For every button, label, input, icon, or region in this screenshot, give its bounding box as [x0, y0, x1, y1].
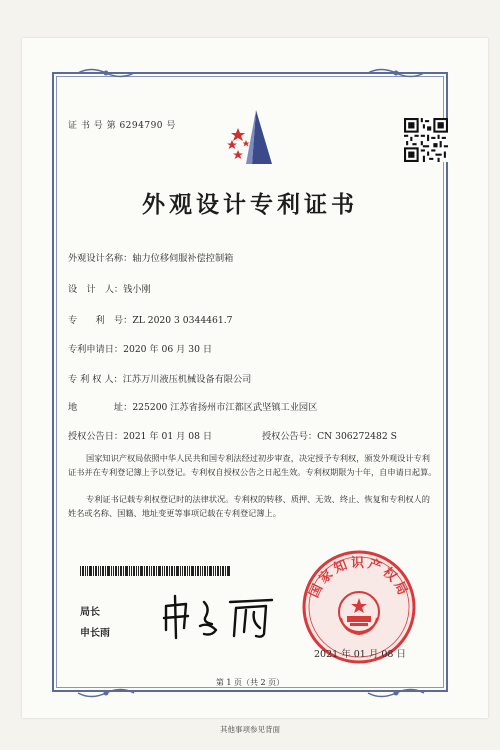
field-grant-number [262, 428, 397, 442]
field-design-name [68, 250, 233, 264]
certificate-title: 外观设计专利证书 [142, 191, 358, 218]
seal-text: 国家知识产权局 [306, 556, 412, 601]
field-label: 地 址： [68, 402, 133, 413]
director-title: 局长 [80, 607, 100, 618]
footer-note: 其他事项参见背面 [220, 725, 280, 734]
field-grant-date [68, 428, 212, 442]
field-application-date [68, 341, 212, 355]
field-label: 授权公告号： [262, 431, 318, 442]
qr-code-icon [404, 118, 448, 162]
field-patent-number [68, 312, 232, 326]
field-value: CN 306272482 S [317, 431, 397, 442]
page-number: 第 1 页（共 2 页） [215, 678, 285, 687]
corner-ornament-bottom-right [366, 686, 426, 700]
field-value: 江苏万川液压机械设备有限公司 [122, 374, 252, 385]
certificate-body-paragraph-2: 专利证书记载专利权登记时的法律状况。专利权的转移、质押、无效、终止、恢复和专利权人的姓名或名称、国籍、地址变更等事项记载在专利登记簿上。 [68, 494, 430, 518]
field-designer [68, 281, 151, 295]
corner-ornament-bottom-left [76, 686, 136, 700]
barcode-icon [80, 566, 230, 576]
field-label: 专利申请日： [68, 344, 124, 355]
field-label: 设 计 人： [68, 284, 124, 295]
field-value: 2020 年 06 月 30 日 [123, 344, 213, 355]
field-value: ZL 2020 3 0344461.7 [132, 315, 233, 326]
corner-ornament-top-right [366, 66, 426, 80]
field-value: 钱小刚 [123, 284, 151, 295]
field-label: 外观设计名称： [68, 253, 133, 264]
field-value: 轴力位移伺服补偿控制箱 [132, 253, 234, 264]
field-label: 专 利 号： [68, 315, 133, 326]
seal-date: 2021 年 01 月 08 日 [314, 649, 406, 660]
field-value: 225200 江苏省扬州市江都区武坚镇工业园区 [132, 402, 318, 413]
field-patentee [68, 371, 251, 385]
field-value: 2021 年 01 月 08 日 [123, 431, 213, 442]
certificate-number: 证 书 号 第 6294790 号 [68, 121, 176, 131]
corner-ornament-top-left [76, 66, 136, 80]
field-label: 专 利 权 人： [68, 374, 123, 385]
field-address [68, 399, 317, 413]
field-label: 授权公告日： [68, 431, 124, 442]
certificate-body-paragraph-1: 国家知识产权局依照中华人民共和国专利法经过初步审查，决定授予专利权，颁发外观设计专利证书并在专利登记簿上予以登记。专利权自授权公告之日起生效。专利权期限为十年，自申请日起算。 [68, 453, 437, 477]
director-name: 申长雨 [80, 628, 110, 639]
director-signature [160, 592, 290, 642]
patent-office-emblem-icon [226, 108, 278, 168]
